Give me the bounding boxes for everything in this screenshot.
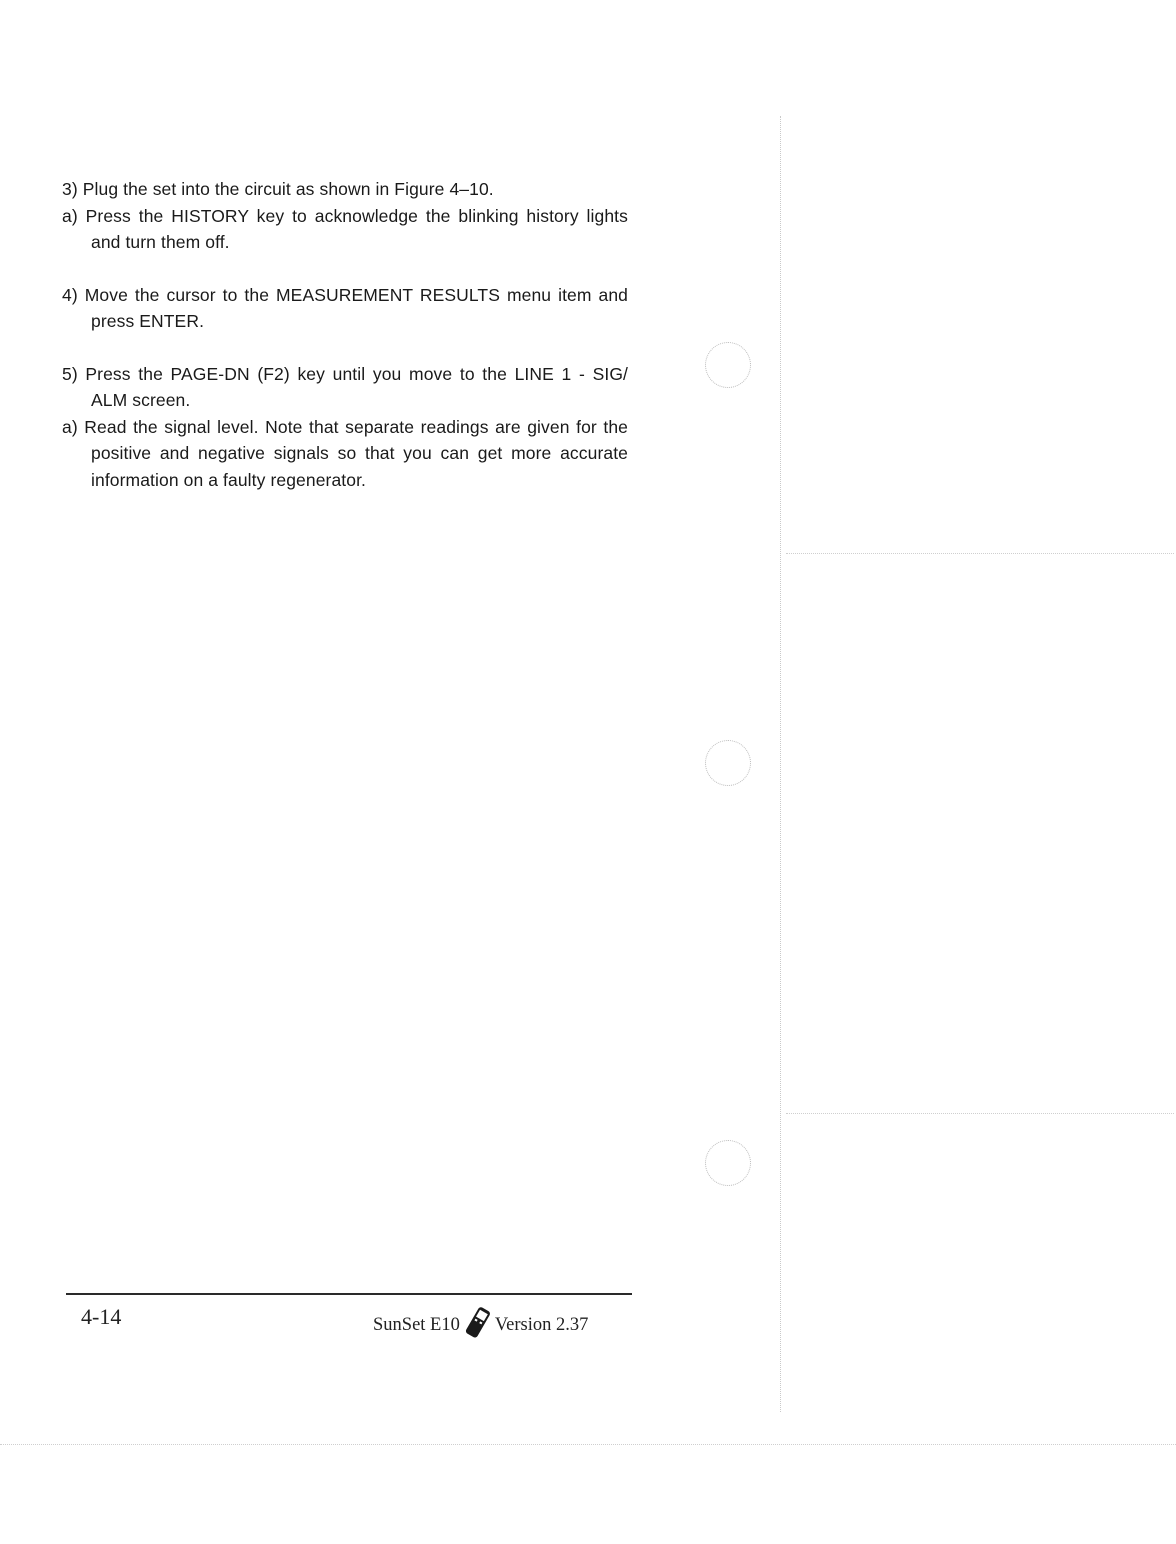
step-3a: a) Press the HISTORY key to acknowledge the blinking history lights and turn them off. <box>62 205 628 252</box>
footer-rule <box>66 1293 632 1295</box>
punch-hole-top <box>705 342 751 388</box>
product-name: SunSet E10 <box>373 1314 460 1335</box>
paragraph-spacer <box>62 335 628 361</box>
scan-dotted-rule <box>786 1113 1174 1114</box>
version-label: Version 2.37 <box>494 1314 589 1335</box>
handheld-tester-icon <box>462 1305 492 1341</box>
footer-product-line <box>373 1307 588 1343</box>
punch-hole-middle <box>705 740 751 786</box>
step-4: 4) Move the cursor to the MEASUREMENT RESULTS menu item and press ENTER. <box>62 284 628 331</box>
scan-dotted-rule <box>786 553 1174 554</box>
page-body <box>62 176 628 493</box>
step-5: 5) Press the PAGE-DN (F2) key until you move to the LINE 1 - SIG/ ALM screen. <box>62 363 628 410</box>
step-5a: a) Read the signal level. Note that separate readings are given for the positive and negative signals so that you can get more accurate information on a faulty regenerator. <box>62 416 628 490</box>
punch-hole-bottom <box>705 1140 751 1186</box>
step-3: 3) Plug the set into the circuit as shown in Figure 4–10. <box>62 179 494 199</box>
paragraph-spacer <box>62 256 628 282</box>
binder-edge-line <box>780 116 781 1412</box>
scan-bottom-edge <box>0 1444 1176 1445</box>
page-number: 4-14 <box>81 1304 122 1329</box>
